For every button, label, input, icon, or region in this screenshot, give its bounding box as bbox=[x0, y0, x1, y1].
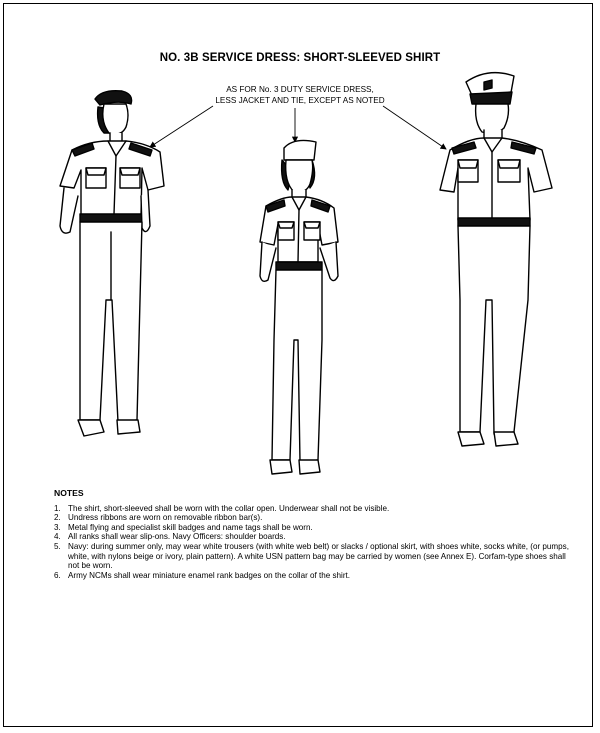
note-number: 1. bbox=[54, 503, 61, 513]
note-text: Navy: during summer only, may wear white trousers (with white web belt) or slacks / optional skirt, with shoes white, socks white, (or pumps, white, with nylons beige or ivory, plain pattern). A white USN pattern bag may be carried by women (see Annex E). Corfam-type shoes shall not be worn. bbox=[68, 541, 569, 571]
callout-line-1: AS FOR No. 3 DUTY SERVICE DRESS, bbox=[226, 85, 374, 94]
note-item bbox=[54, 542, 574, 571]
note-item bbox=[54, 513, 574, 523]
note-number: 5. bbox=[54, 541, 61, 551]
note-text: All ranks shall wear slip-ons. Navy Officers: shoulder boards. bbox=[68, 532, 286, 542]
notes-list bbox=[54, 504, 574, 581]
note-item bbox=[54, 532, 574, 542]
notes-section bbox=[54, 489, 574, 580]
note-text: Army NCMs shall wear miniature enamel rank badges on the collar of the shirt. bbox=[68, 570, 351, 580]
figure-right bbox=[440, 73, 552, 446]
note-item bbox=[54, 523, 574, 533]
note-number: 4. bbox=[54, 532, 61, 542]
figure-center bbox=[260, 140, 338, 474]
page-title: NO. 3B SERVICE DRESS: SHORT-SLEEVED SHIRT bbox=[159, 52, 441, 64]
notes-heading: NOTES bbox=[54, 488, 84, 498]
arrow-left bbox=[150, 106, 213, 147]
arrow-right bbox=[383, 106, 446, 149]
note-item bbox=[54, 504, 574, 514]
callout-line-2: LESS JACKET AND TIE, EXCEPT AS NOTED bbox=[215, 95, 385, 105]
note-number: 3. bbox=[54, 522, 61, 532]
note-number: 2. bbox=[54, 513, 61, 523]
note-number: 6. bbox=[54, 570, 61, 580]
figure-left bbox=[60, 91, 164, 436]
note-text: Undress ribbons are worn on removable ribbon bar(s). bbox=[68, 513, 263, 523]
note-text: Metal flying and specialist skill badges and name tags shall be worn. bbox=[68, 522, 313, 532]
note-item bbox=[54, 571, 574, 581]
note-text: The shirt, short-sleeved shall be worn with the collar open. Underwear shall not be visible. bbox=[68, 503, 390, 513]
